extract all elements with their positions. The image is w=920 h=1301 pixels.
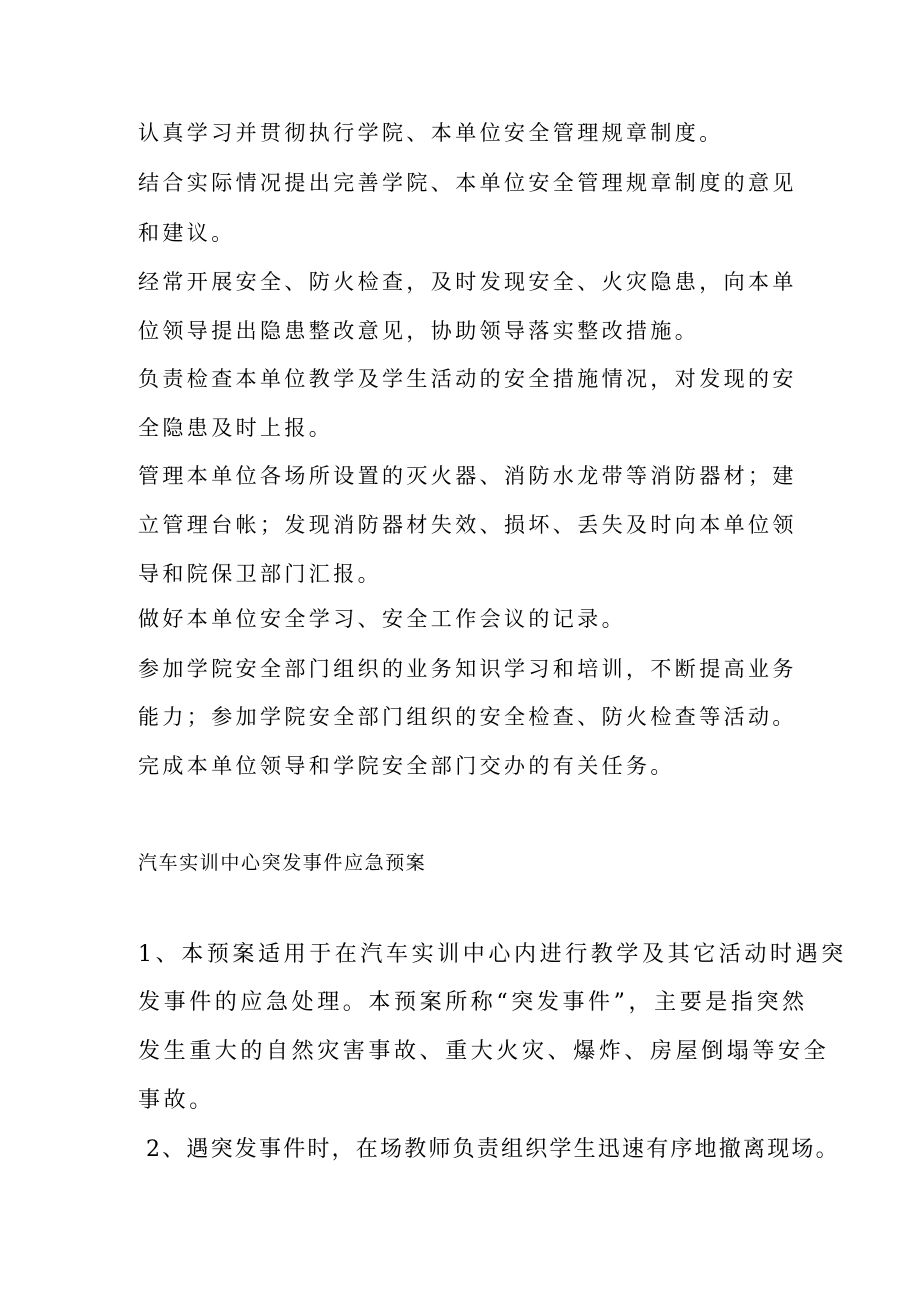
text-line: 发生重大的自然灾害事故、重大火灾、爆炸、房屋倒塌等安全 — [138, 1039, 830, 1064]
section-title: 汽车实训中心突发事件应急预案 — [138, 852, 427, 874]
text-line: 结合实际情况提出完善学院、本单位安全管理规章制度的意见 — [138, 171, 797, 195]
text-line: 管理本单位各场所设置的灭火器、消防水龙带等消防器材；建 — [138, 464, 797, 488]
text-line: 2、遇突发事件时，在场教师负责组织学生迅速有序地撤离现场。 — [146, 1137, 840, 1162]
text-line: 参加学院安全部门组织的业务知识学习和培训，不断提高业务 — [138, 657, 797, 681]
text-line: 导和院保卫部门汇报。 — [138, 562, 382, 586]
text-line: 做好本单位安全学习、安全工作会议的记录。 — [138, 607, 626, 631]
text-line: 和建议。 — [138, 221, 236, 245]
text-line: 认真学习并贯彻执行学院、本单位安全管理规章制度。 — [138, 121, 724, 145]
text-line: 全隐患及时上报。 — [138, 416, 334, 440]
text-line: 事故。 — [138, 1088, 215, 1113]
text-line: 能力；参加学院安全部门组织的安全检查、防火检查等活动。 — [138, 705, 797, 729]
text-line: 位领导提出隐患整改意见，协助领导落实整改措施。 — [138, 319, 700, 343]
text-line: 负责检查本单位教学及学生活动的安全措施情况，对发现的安 — [138, 367, 797, 391]
text-line: 1、本预案适用于在汽车实训中心内进行教学及其它活动时遇突 — [138, 942, 847, 967]
text-line: 立管理台帐；发现消防器材失效、损坏、丢失及时向本单位领 — [138, 513, 797, 537]
text-line: 经常开展安全、防火检查，及时发现安全、火灾隐患，向本单 — [138, 270, 797, 294]
text-line: 发事件的应急处理。本预案所称“突发事件”，主要是指突然 — [138, 990, 808, 1015]
text-line: 完成本单位领导和学院安全部门交办的有关任务。 — [138, 754, 675, 778]
